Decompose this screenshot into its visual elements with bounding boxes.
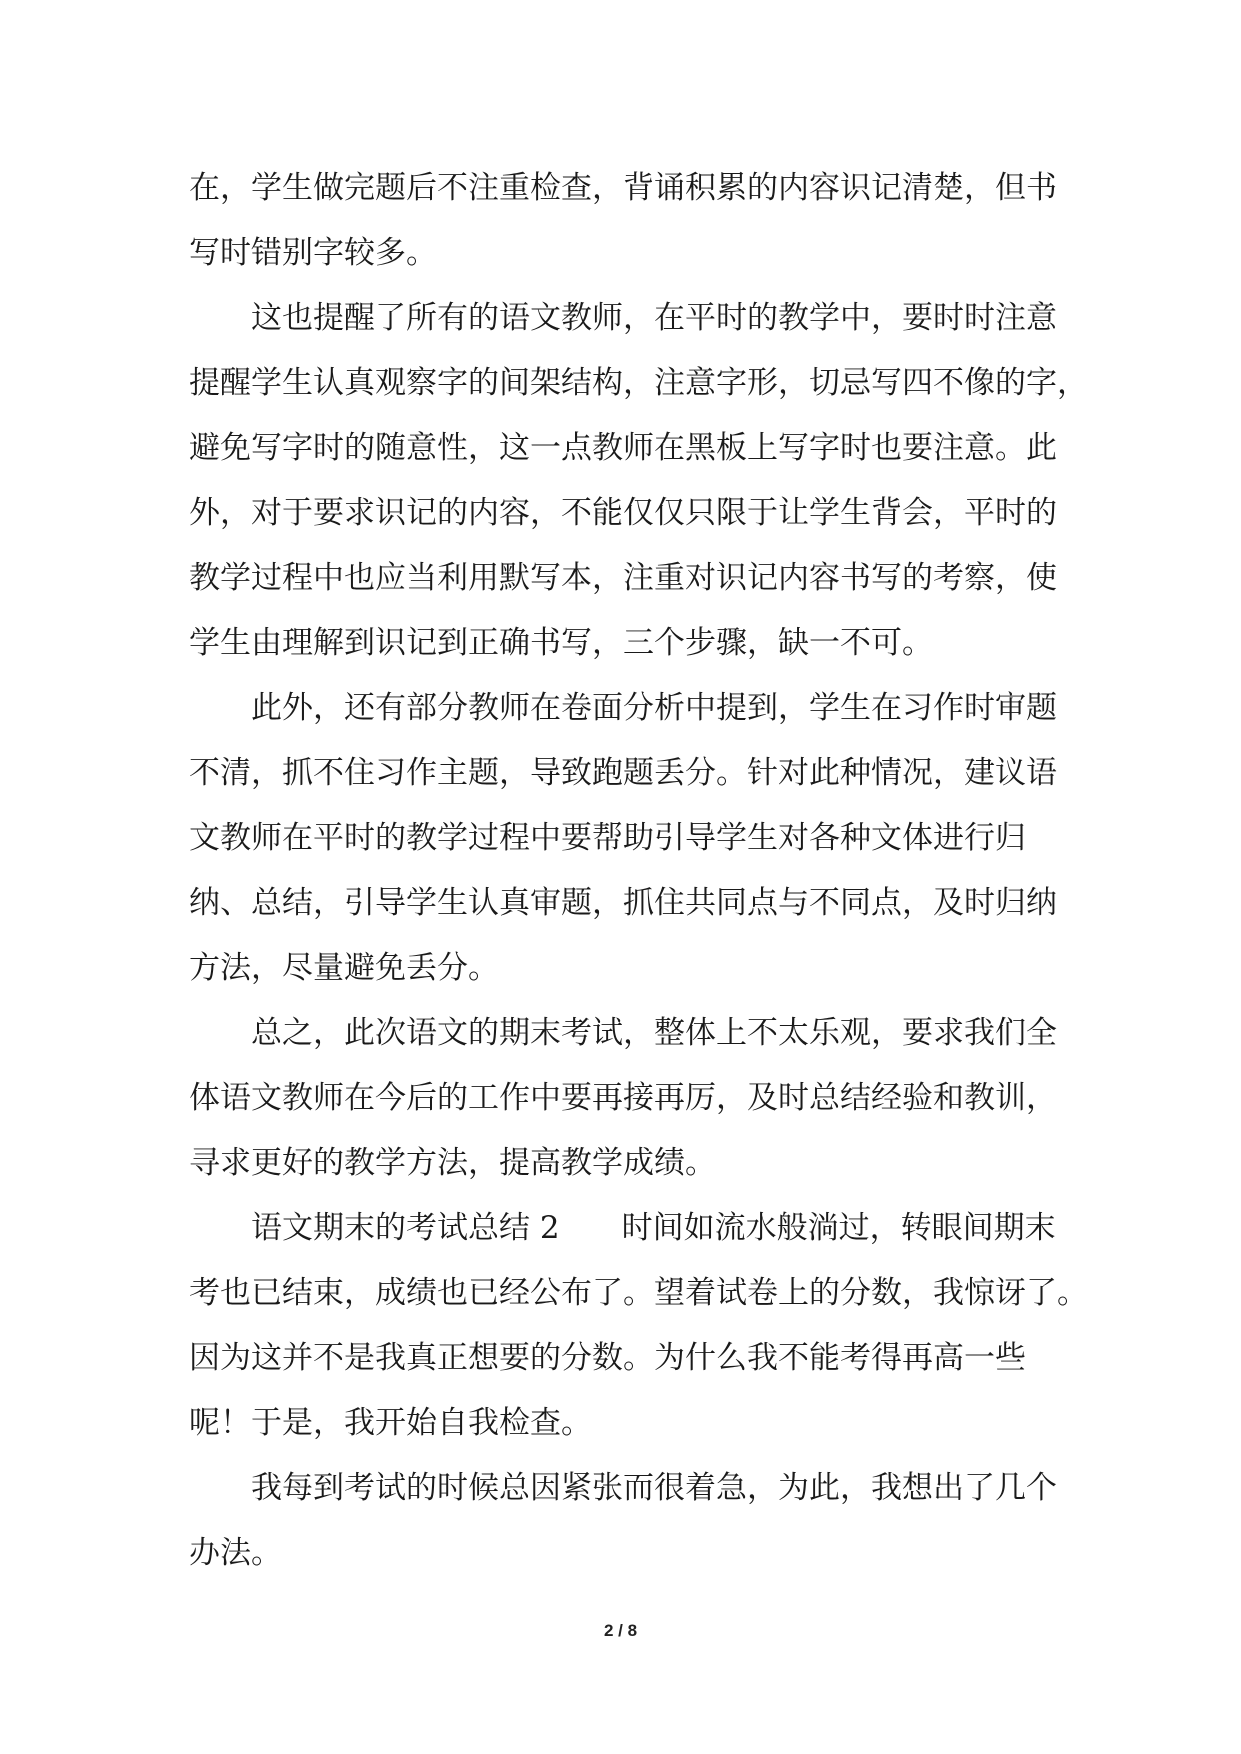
text-line: 外，对于要求识记的内容，不能仅仅只限于让学生背会，平时的 bbox=[189, 495, 1057, 531]
heading-line bbox=[189, 1196, 1061, 1261]
text-line: 考也已结束，成绩也已经公布了。望着试卷上的分数，我惊讶了。 bbox=[189, 1275, 1088, 1311]
text-line: 文教师在平时的教学过程中要帮助引导学生对各种文体进行归 bbox=[189, 820, 1026, 856]
paragraph-3 bbox=[189, 676, 1061, 1001]
text-line: 写时错别字较多。 bbox=[189, 235, 437, 271]
text-line: 提醒学生认真观察字的间架结构，注意字形，切忌写四不像的字， bbox=[189, 365, 1088, 401]
text-line: 不清，抓不住习作主题，导致跑题丢分。针对此种情况，建议语 bbox=[189, 755, 1057, 791]
text-line: 学生由理解到识记到正确书写，三个步骤，缺一不可。 bbox=[189, 625, 933, 661]
text-line: 避免写字时的随意性，这一点教师在黑板上写字时也要注意。此 bbox=[189, 430, 1057, 466]
text-line: 寻求更好的教学方法，提高教学成绩。 bbox=[189, 1145, 716, 1181]
paragraph-1 bbox=[189, 156, 1061, 286]
paragraph-4 bbox=[189, 1001, 1061, 1196]
page-number: 2 / 8 bbox=[603, 1621, 638, 1640]
section-heading: 语文期末的考试总结 2 bbox=[251, 1210, 560, 1246]
text-line: 方法，尽量避免丢分。 bbox=[189, 950, 499, 986]
text-line: 因为这并不是我真正想要的分数。为什么我不能考得再高一些 bbox=[189, 1340, 1026, 1376]
text-line: 教学过程中也应当利用默写本，注重对识记内容书写的考察，使 bbox=[189, 560, 1057, 596]
text-line: 呢！于是，我开始自我检查。 bbox=[189, 1405, 592, 1441]
paragraph-5 bbox=[189, 1196, 1088, 1456]
document-body bbox=[189, 156, 1088, 1586]
text-line: 我每到考试的时候总因紧张而很着急，为此，我想出了几个 bbox=[251, 1470, 1057, 1506]
text-line: 总之，此次语文的期末考试，整体上不太乐观，要求我们全 bbox=[251, 1015, 1057, 1051]
text-line: 体语文教师在今后的工作中要再接再厉，及时总结经验和教训， bbox=[189, 1080, 1057, 1116]
text-line: 在，学生做完题后不注重检查，背诵积累的内容识记清楚，但书 bbox=[189, 170, 1057, 206]
text-line: 办法。 bbox=[189, 1535, 282, 1571]
text-line: 纳、总结，引导学生认真审题，抓住共同点与不同点，及时归纳 bbox=[189, 885, 1057, 921]
heading-continuation: 时间如流水般淌过，转眼间期末 bbox=[621, 1210, 1056, 1246]
text-line: 这也提醒了所有的语文教师，在平时的教学中，要时时注意 bbox=[251, 300, 1057, 336]
paragraph-2 bbox=[189, 286, 1088, 676]
text-line: 此外，还有部分教师在卷面分析中提到，学生在习作时审题 bbox=[251, 690, 1057, 726]
paragraph-6 bbox=[189, 1456, 1061, 1586]
